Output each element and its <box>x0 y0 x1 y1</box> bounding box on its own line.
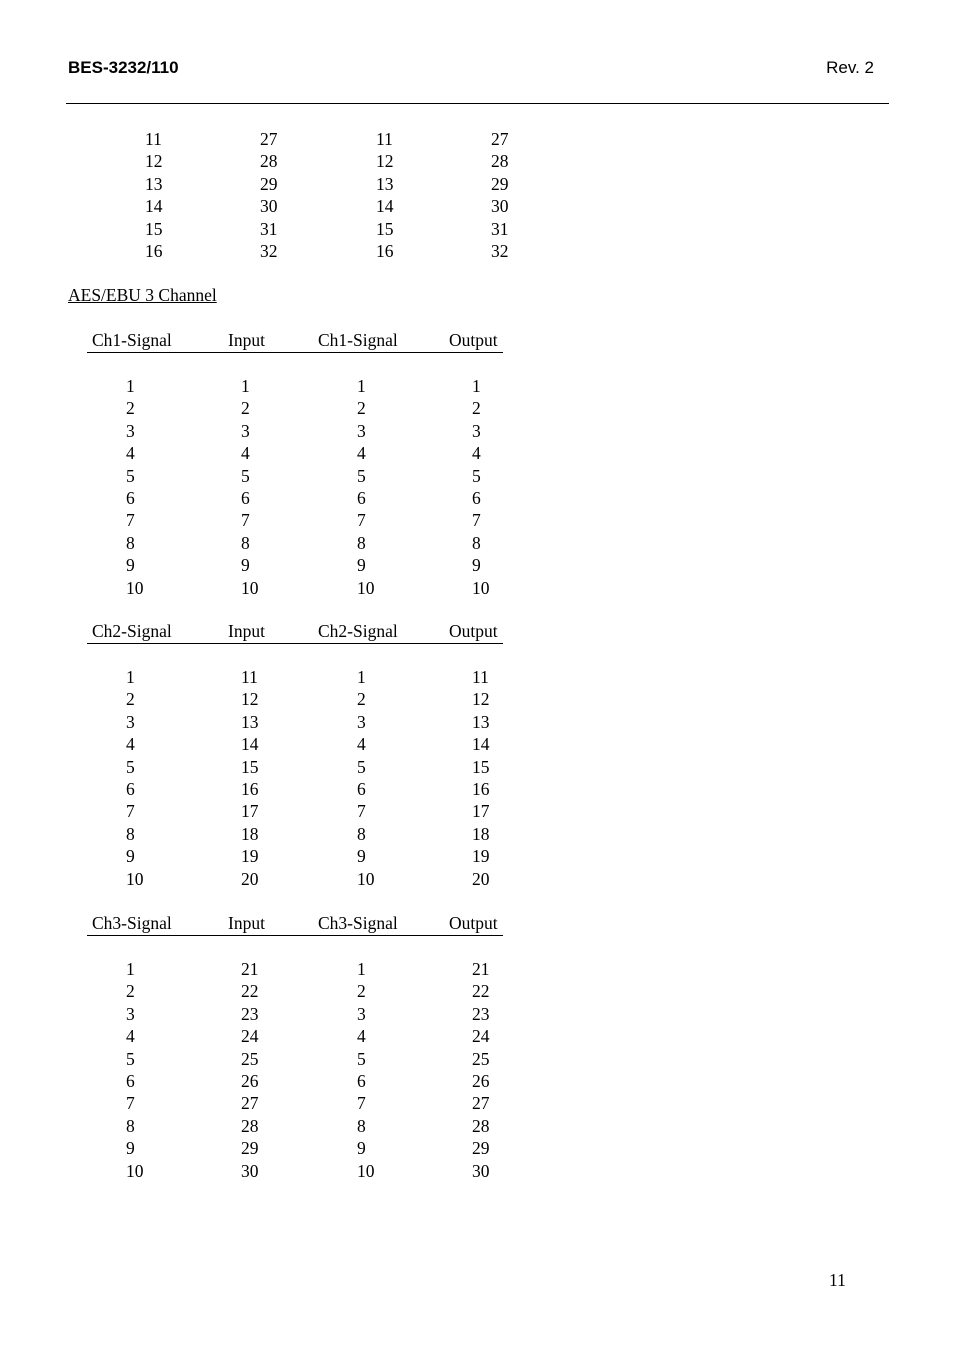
table-cell: 8 <box>357 1115 366 1136</box>
column-header: Ch3-Signal <box>318 913 398 933</box>
table-row <box>68 509 484 531</box>
table-cell: 3 <box>126 711 135 732</box>
table-cell: 3 <box>357 711 366 732</box>
table-cell: 29 <box>472 1138 490 1159</box>
document-id: BES-3232/110 <box>68 58 179 77</box>
table-cell: 7 <box>357 801 366 822</box>
table-cell: 8 <box>472 532 481 553</box>
header-row <box>87 330 503 353</box>
table-cell: 25 <box>241 1048 259 1069</box>
table-cell: 2 <box>357 981 366 1002</box>
column-header: Output <box>449 913 498 933</box>
table-cell: 27 <box>472 1093 490 1114</box>
header-rule <box>66 103 889 104</box>
column-header: Input <box>228 913 265 933</box>
table-cell: 11 <box>241 667 258 687</box>
table-cell: 8 <box>357 823 366 844</box>
table-cell: 27 <box>241 1093 259 1114</box>
header-row <box>87 913 503 936</box>
table-cell: 10 <box>241 577 259 598</box>
table-cell: 19 <box>472 846 490 867</box>
column-header: Ch2-Signal <box>318 621 398 641</box>
table-cell: 3 <box>241 420 250 441</box>
table-row <box>68 868 490 890</box>
page-header <box>68 58 874 82</box>
table-row <box>68 397 484 419</box>
table-cell: 6 <box>126 1070 135 1091</box>
table-cell: 10 <box>357 1160 375 1181</box>
table-cell: 16 <box>376 240 394 261</box>
table-cell: 4 <box>126 1026 135 1047</box>
table-cell: 4 <box>357 1026 366 1047</box>
table-cell: 27 <box>491 129 509 149</box>
table-row <box>68 823 490 845</box>
table-cell: 16 <box>472 778 490 799</box>
table-cell: 7 <box>126 1093 135 1114</box>
table-cell: 18 <box>241 823 259 844</box>
table-cell: 15 <box>145 218 163 239</box>
table-cell: 4 <box>126 734 135 755</box>
table-cell: 13 <box>472 711 490 732</box>
table-cell: 9 <box>472 555 481 576</box>
table-row <box>68 1137 490 1159</box>
table-cell: 17 <box>241 801 259 822</box>
table-cell: 1 <box>126 959 135 979</box>
table-cell: 5 <box>357 756 366 777</box>
table-cell: 11 <box>472 667 489 687</box>
table-cell: 6 <box>357 487 366 508</box>
table-cell: 16 <box>241 778 259 799</box>
table-cell: 15 <box>472 756 490 777</box>
table-cell: 19 <box>241 846 259 867</box>
table-cell: 11 <box>376 129 393 149</box>
table-row <box>68 711 490 733</box>
table-cell: 9 <box>241 555 250 576</box>
table-cell: 12 <box>376 151 394 172</box>
table-cell: 10 <box>357 868 375 889</box>
channel-table-3 <box>87 913 503 1182</box>
table-cell: 4 <box>126 443 135 464</box>
table-row <box>68 465 484 487</box>
table-cell: 6 <box>357 778 366 799</box>
table-cell: 12 <box>241 689 259 710</box>
table-cell: 21 <box>472 959 490 979</box>
table-cell: 12 <box>145 151 163 172</box>
page-number: 11 <box>829 1270 846 1290</box>
table-cell: 26 <box>472 1070 490 1091</box>
table-row <box>68 1003 490 1025</box>
section-title: AES/EBU 3 Channel <box>68 285 217 305</box>
table-row <box>68 756 490 778</box>
table-cell: 24 <box>241 1026 259 1047</box>
table-cell: 22 <box>472 981 490 1002</box>
table-row <box>68 666 489 688</box>
table-cell: 3 <box>126 420 135 441</box>
table-cell: 20 <box>472 868 490 889</box>
table-cell: 1 <box>357 667 366 687</box>
table-cell: 16 <box>145 240 163 261</box>
table-cell: 4 <box>357 734 366 755</box>
table-cell: 32 <box>491 240 509 261</box>
table-cell: 13 <box>376 173 394 194</box>
table-cell: 7 <box>241 510 250 531</box>
table-cell: 20 <box>241 868 259 889</box>
table-cell: 5 <box>241 465 250 486</box>
table-cell: 28 <box>260 151 278 172</box>
column-header: Output <box>449 621 498 641</box>
table-cell: 3 <box>126 1003 135 1024</box>
table-row <box>68 1070 490 1092</box>
table-row <box>68 375 484 397</box>
table-cell: 7 <box>357 510 366 531</box>
table-cell: 4 <box>241 443 250 464</box>
table-cell: 7 <box>357 1093 366 1114</box>
table-cell: 30 <box>241 1160 259 1181</box>
table-cell: 2 <box>241 398 250 419</box>
table-row <box>68 487 484 509</box>
table-cell: 29 <box>260 173 278 194</box>
table-cell: 3 <box>357 1003 366 1024</box>
table-cell: 7 <box>472 510 481 531</box>
table-cell: 10 <box>126 577 144 598</box>
table-cell: 4 <box>472 443 481 464</box>
table-cell: 24 <box>472 1026 490 1047</box>
table-cell: 10 <box>357 577 375 598</box>
table-cell: 3 <box>472 420 481 441</box>
table-cell: 12 <box>472 689 490 710</box>
table-row <box>68 420 484 442</box>
column-header: Ch1-Signal <box>92 330 172 350</box>
table-cell: 30 <box>491 196 509 217</box>
table-cell: 1 <box>241 376 250 396</box>
table-cell: 4 <box>357 443 366 464</box>
table-cell: 28 <box>241 1115 259 1136</box>
column-header: Input <box>228 621 265 641</box>
table-cell: 11 <box>145 129 162 149</box>
channel-table-2 <box>87 621 503 890</box>
table-cell: 9 <box>357 846 366 867</box>
table-cell: 9 <box>126 1138 135 1159</box>
table-row <box>68 1025 490 1047</box>
column-header: Ch2-Signal <box>92 621 172 641</box>
table-cell: 2 <box>472 398 481 419</box>
table-cell: 28 <box>491 151 509 172</box>
table-cell: 6 <box>126 487 135 508</box>
table-row <box>68 554 484 576</box>
table-cell: 14 <box>241 734 259 755</box>
table-cell: 32 <box>260 240 278 261</box>
table-cell: 2 <box>357 398 366 419</box>
table-row <box>68 577 490 599</box>
table-cell: 9 <box>126 846 135 867</box>
table-cell: 6 <box>357 1070 366 1091</box>
table-cell: 25 <box>472 1048 490 1069</box>
table-cell: 30 <box>260 196 278 217</box>
column-header: Output <box>449 330 498 350</box>
table-cell: 31 <box>260 218 278 239</box>
table-cell: 7 <box>126 801 135 822</box>
header-row <box>87 621 503 644</box>
table-cell: 2 <box>126 981 135 1002</box>
table-cell: 6 <box>126 778 135 799</box>
table-cell: 15 <box>376 218 394 239</box>
column-header: Ch1-Signal <box>318 330 398 350</box>
table-cell: 27 <box>260 129 278 149</box>
table-cell: 8 <box>126 532 135 553</box>
table-cell: 6 <box>472 487 481 508</box>
table-cell: 5 <box>357 465 366 486</box>
table-cell: 23 <box>241 1003 259 1024</box>
table-cell: 21 <box>241 959 259 979</box>
table-cell: 2 <box>357 689 366 710</box>
table-row <box>68 688 490 710</box>
table-cell: 17 <box>472 801 490 822</box>
table-row <box>68 1092 490 1114</box>
table-cell: 14 <box>145 196 163 217</box>
table-cell: 7 <box>126 510 135 531</box>
table-cell: 1 <box>472 376 481 396</box>
table-row <box>68 778 490 800</box>
table-cell: 8 <box>357 532 366 553</box>
table-row <box>68 800 490 822</box>
table-cell: 1 <box>357 959 366 979</box>
table-cell: 10 <box>126 1160 144 1181</box>
table-cell: 5 <box>126 756 135 777</box>
table-cell: 9 <box>126 555 135 576</box>
table-cell: 14 <box>376 196 394 217</box>
table-cell: 9 <box>357 555 366 576</box>
table-row <box>68 1160 490 1182</box>
column-header: Input <box>228 330 265 350</box>
table-cell: 30 <box>472 1160 490 1181</box>
table-cell: 5 <box>126 465 135 486</box>
table-row <box>68 958 490 980</box>
table-row <box>68 980 490 1002</box>
table-cell: 15 <box>241 756 259 777</box>
table-cell: 3 <box>357 420 366 441</box>
table-cell: 6 <box>241 487 250 508</box>
table-row <box>68 845 490 867</box>
table-row <box>68 1115 490 1137</box>
table-cell: 22 <box>241 981 259 1002</box>
table-cell: 9 <box>357 1138 366 1159</box>
table-cell: 26 <box>241 1070 259 1091</box>
table-row <box>68 532 484 554</box>
column-header: Ch3-Signal <box>92 913 172 933</box>
table-row <box>68 1048 490 1070</box>
table-cell: 5 <box>472 465 481 486</box>
table-cell: 1 <box>357 376 366 396</box>
table-cell: 8 <box>241 532 250 553</box>
table-cell: 2 <box>126 689 135 710</box>
table-cell: 28 <box>472 1115 490 1136</box>
table-row <box>68 442 484 464</box>
table-cell: 10 <box>472 577 490 598</box>
table-cell: 23 <box>472 1003 490 1024</box>
table-cell: 18 <box>472 823 490 844</box>
table-cell: 1 <box>126 376 135 396</box>
table-row <box>68 733 490 755</box>
channel-table-1 <box>87 330 503 599</box>
table-cell: 2 <box>126 398 135 419</box>
table-cell: 5 <box>126 1048 135 1069</box>
table-cell: 8 <box>126 823 135 844</box>
table-cell: 8 <box>126 1115 135 1136</box>
table-cell: 1 <box>126 667 135 687</box>
table-cell: 5 <box>357 1048 366 1069</box>
table-cell: 10 <box>126 868 144 889</box>
table-cell: 31 <box>491 218 509 239</box>
table-cell: 29 <box>241 1138 259 1159</box>
revision-label: Rev. 2 <box>826 58 874 77</box>
table-cell: 29 <box>491 173 509 194</box>
table-cell: 13 <box>241 711 259 732</box>
table-cell: 13 <box>145 173 163 194</box>
table-cell: 14 <box>472 734 490 755</box>
